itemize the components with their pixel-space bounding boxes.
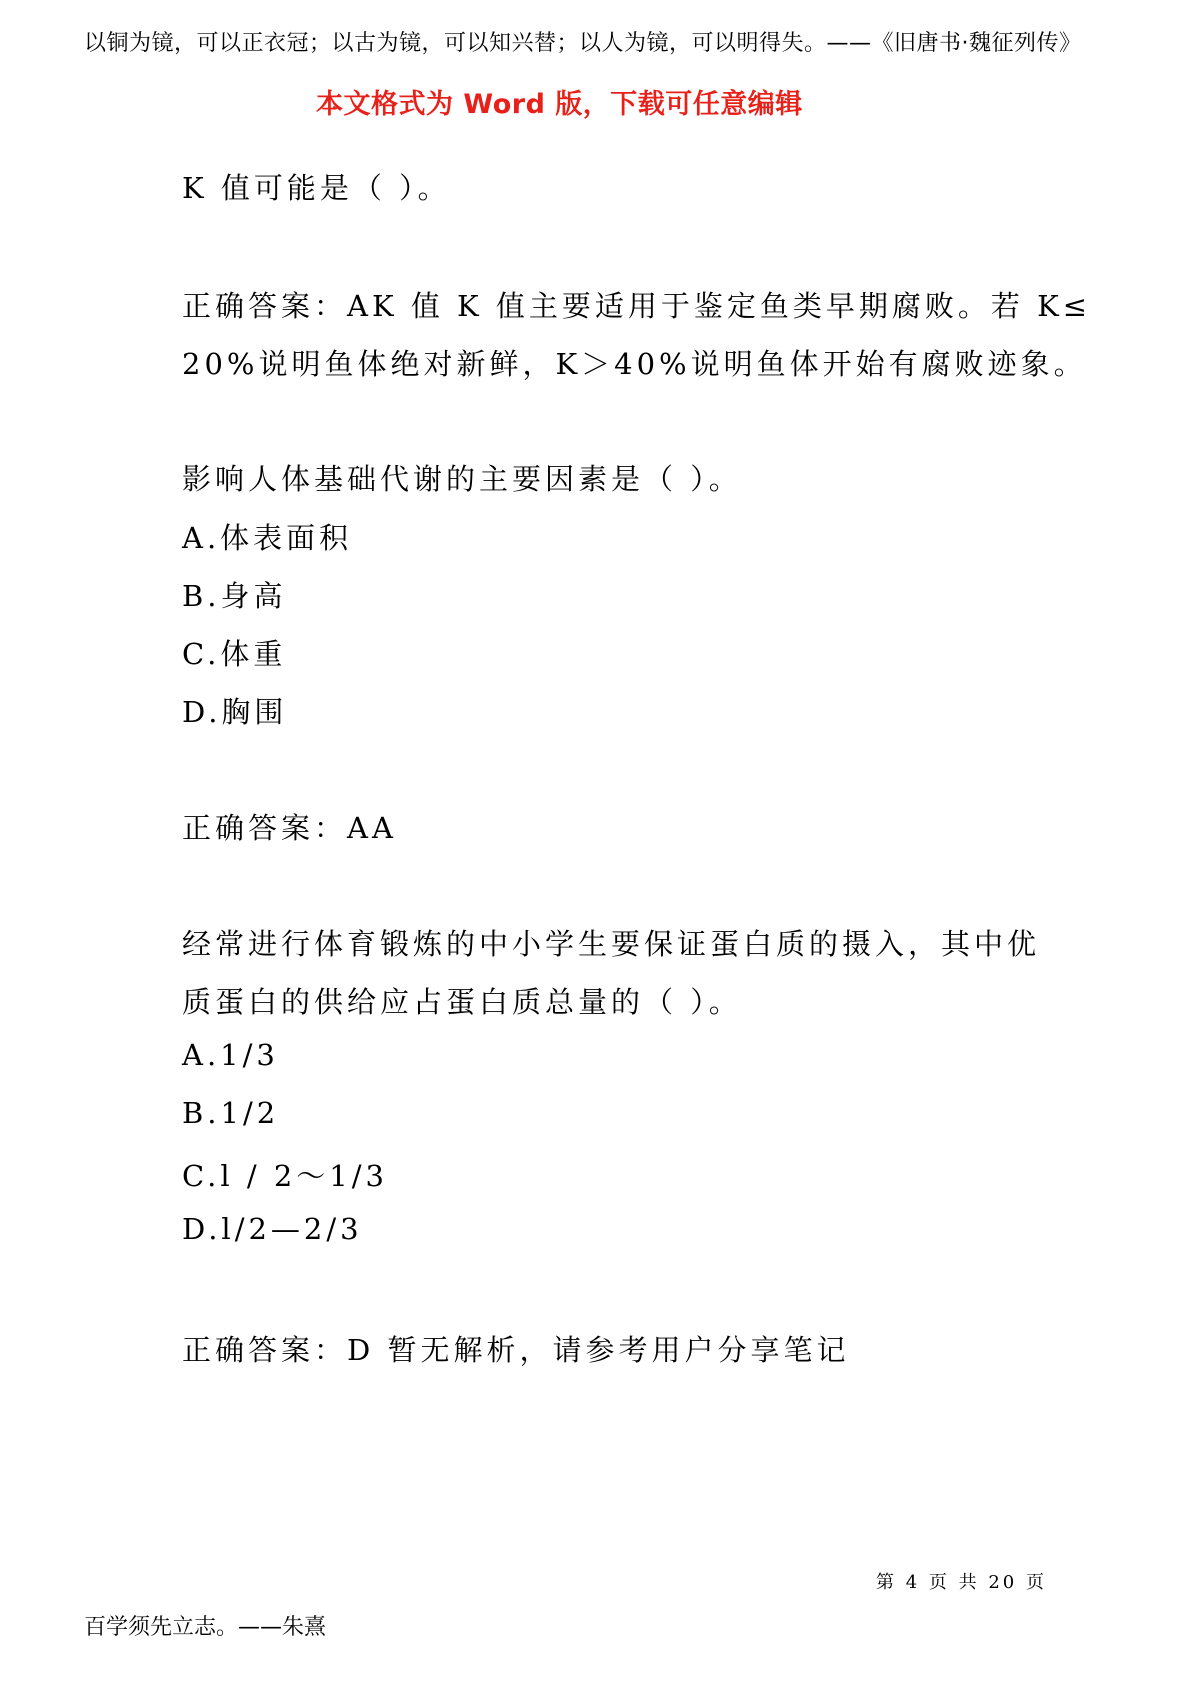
answer-k-value-line-2: 20%说明鱼体绝对新鲜，K＞40%说明鱼体开始有腐败迹象。 bbox=[182, 347, 1087, 381]
option-a: A.1/3 bbox=[182, 1038, 279, 1072]
editable-notice: 本文格式为 Word 版，下载可任意编辑 bbox=[316, 89, 803, 120]
option-a: A.体表面积 bbox=[182, 521, 353, 555]
option-c: C.l / 2～1/3 bbox=[182, 1159, 388, 1193]
option-b: B.身高 bbox=[182, 579, 287, 613]
option-b: B.1/2 bbox=[182, 1096, 280, 1130]
option-d: D.l/2—2/3 bbox=[182, 1212, 363, 1246]
option-c: C.体重 bbox=[182, 637, 287, 671]
option-d: D.胸围 bbox=[182, 695, 288, 729]
question-k-value-tail: K 值可能是（ ）。 bbox=[182, 171, 451, 205]
answer-k-value-line-1: 正确答案：AK 值 K 值主要适用于鉴定鱼类早期腐败。若 K≤ bbox=[182, 289, 1092, 323]
question-protein-line-1: 经常进行体育锻炼的中小学生要保证蛋白质的摄入，其中优 bbox=[182, 927, 1041, 961]
footer-quote: 百学须先立志。——朱熹 bbox=[84, 1615, 327, 1640]
answer-protein: 正确答案：D 暂无解析，请参考用户分享笔记 bbox=[182, 1333, 850, 1367]
answer-basal-metabolism: 正确答案：AA bbox=[182, 811, 397, 845]
question-basal-metabolism: 影响人体基础代谢的主要因素是（ ）。 bbox=[182, 462, 742, 496]
page-number: 第 4 页 共 20 页 bbox=[876, 1572, 1047, 1593]
question-protein-line-2: 质蛋白的供给应占蛋白质总量的（ ）。 bbox=[182, 985, 742, 1019]
header-quote: 以铜为镜，可以正衣冠；以古为镜，可以知兴替；以人为镜，可以明得失。——《旧唐书·魏征列传》 bbox=[84, 31, 1082, 56]
